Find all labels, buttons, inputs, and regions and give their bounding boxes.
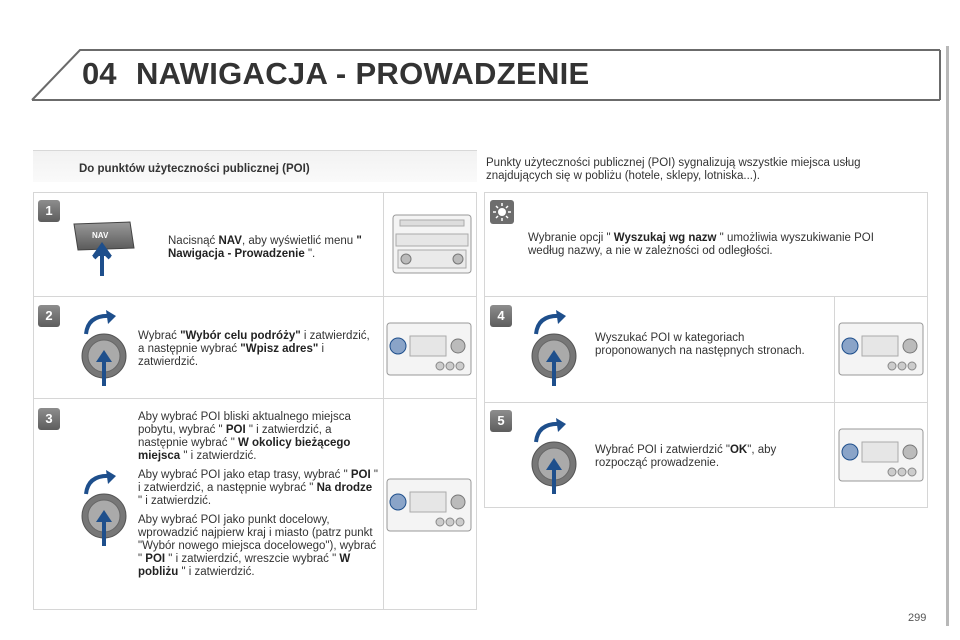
step-5-badge: 5 <box>490 410 512 432</box>
section-heading: Do punktów użyteczności publicznej (POI) <box>33 150 477 182</box>
step-divider <box>33 398 477 399</box>
margin-rule <box>946 46 949 626</box>
radio-unit-icon <box>386 478 472 537</box>
step-divider <box>484 296 928 297</box>
rotary-knob-icon <box>528 310 588 391</box>
page-number: 299 <box>908 612 927 624</box>
rotary-knob-icon <box>78 470 138 551</box>
nav-button-label: NAV <box>92 231 109 240</box>
step-1-badge: 1 <box>38 200 60 222</box>
radio-unit-icon <box>392 214 472 279</box>
step-4-text: Wyszukać POI w kategoriach proponowanych na następnych stronach. <box>595 332 805 357</box>
radio-unit-icon <box>838 322 924 381</box>
step-divider <box>834 296 835 508</box>
step-3-text: Aby wybrać POI bliski aktualnego miejsca pobytu, wybrać " POI " i zatwierdzić, a następnie wybrać " W okolicy bieżącego miejsca " i zatwierdzić. Aby wybrać POI jako etap trasy, wybrać " POI " i zatwierdzić, a następnie wybrać " Na drodze " i zatwierdzić. Aby wybrać POI jako punkt docelowy, wprowadzić najpierw kraj i miasto (patrz punkt "Wybór nowego miejsca docelowego"), wybrać " POI " i zatwierdzić, wreszcie wybrać " W pobliżu " i zatwierdzić. <box>138 411 378 578</box>
step-2-text: Wybrać "Wybór celu podróży" i zatwierdzić, a następnie wybrać "Wpisz adres" i zatwierdzić. <box>138 330 370 368</box>
intro-text: Punkty użyteczności publicznej (POI) sygnalizują wszystkie miejsca usług znajdujących się w pobliżu (hotele, sklepy, lotniska...). <box>486 157 861 182</box>
tip-text: Wybranie opcji " Wyszukaj wg nazw " umożliwia wyszukiwanie POI według nazwy, a nie w zależności od odległości. <box>528 232 874 257</box>
tip-lightbulb-icon <box>490 200 514 229</box>
radio-unit-icon <box>386 322 472 381</box>
page-header <box>0 0 960 110</box>
page-title: NAWIGACJA - PROWADZENIE <box>136 56 590 91</box>
radio-unit-icon <box>838 428 924 487</box>
step-1-text: Nacisnąć NAV, aby wyświetlić menu " Nawigacja - Prowadzenie ". <box>168 235 362 260</box>
nav-button-icon <box>72 220 136 281</box>
step-4-badge: 4 <box>490 305 512 327</box>
step-2-badge: 2 <box>38 305 60 327</box>
step-5-text: Wybrać POI i zatwierdzić "OK", aby rozpocząć prowadzenie. <box>595 444 777 469</box>
chapter-number: 04 <box>82 56 117 91</box>
step-3-badge: 3 <box>38 408 60 430</box>
rotary-knob-icon <box>78 310 138 391</box>
step-divider <box>484 402 928 403</box>
rotary-knob-icon <box>528 418 588 499</box>
step-divider <box>383 192 384 610</box>
header-frame <box>0 0 960 110</box>
step-divider <box>33 296 477 297</box>
